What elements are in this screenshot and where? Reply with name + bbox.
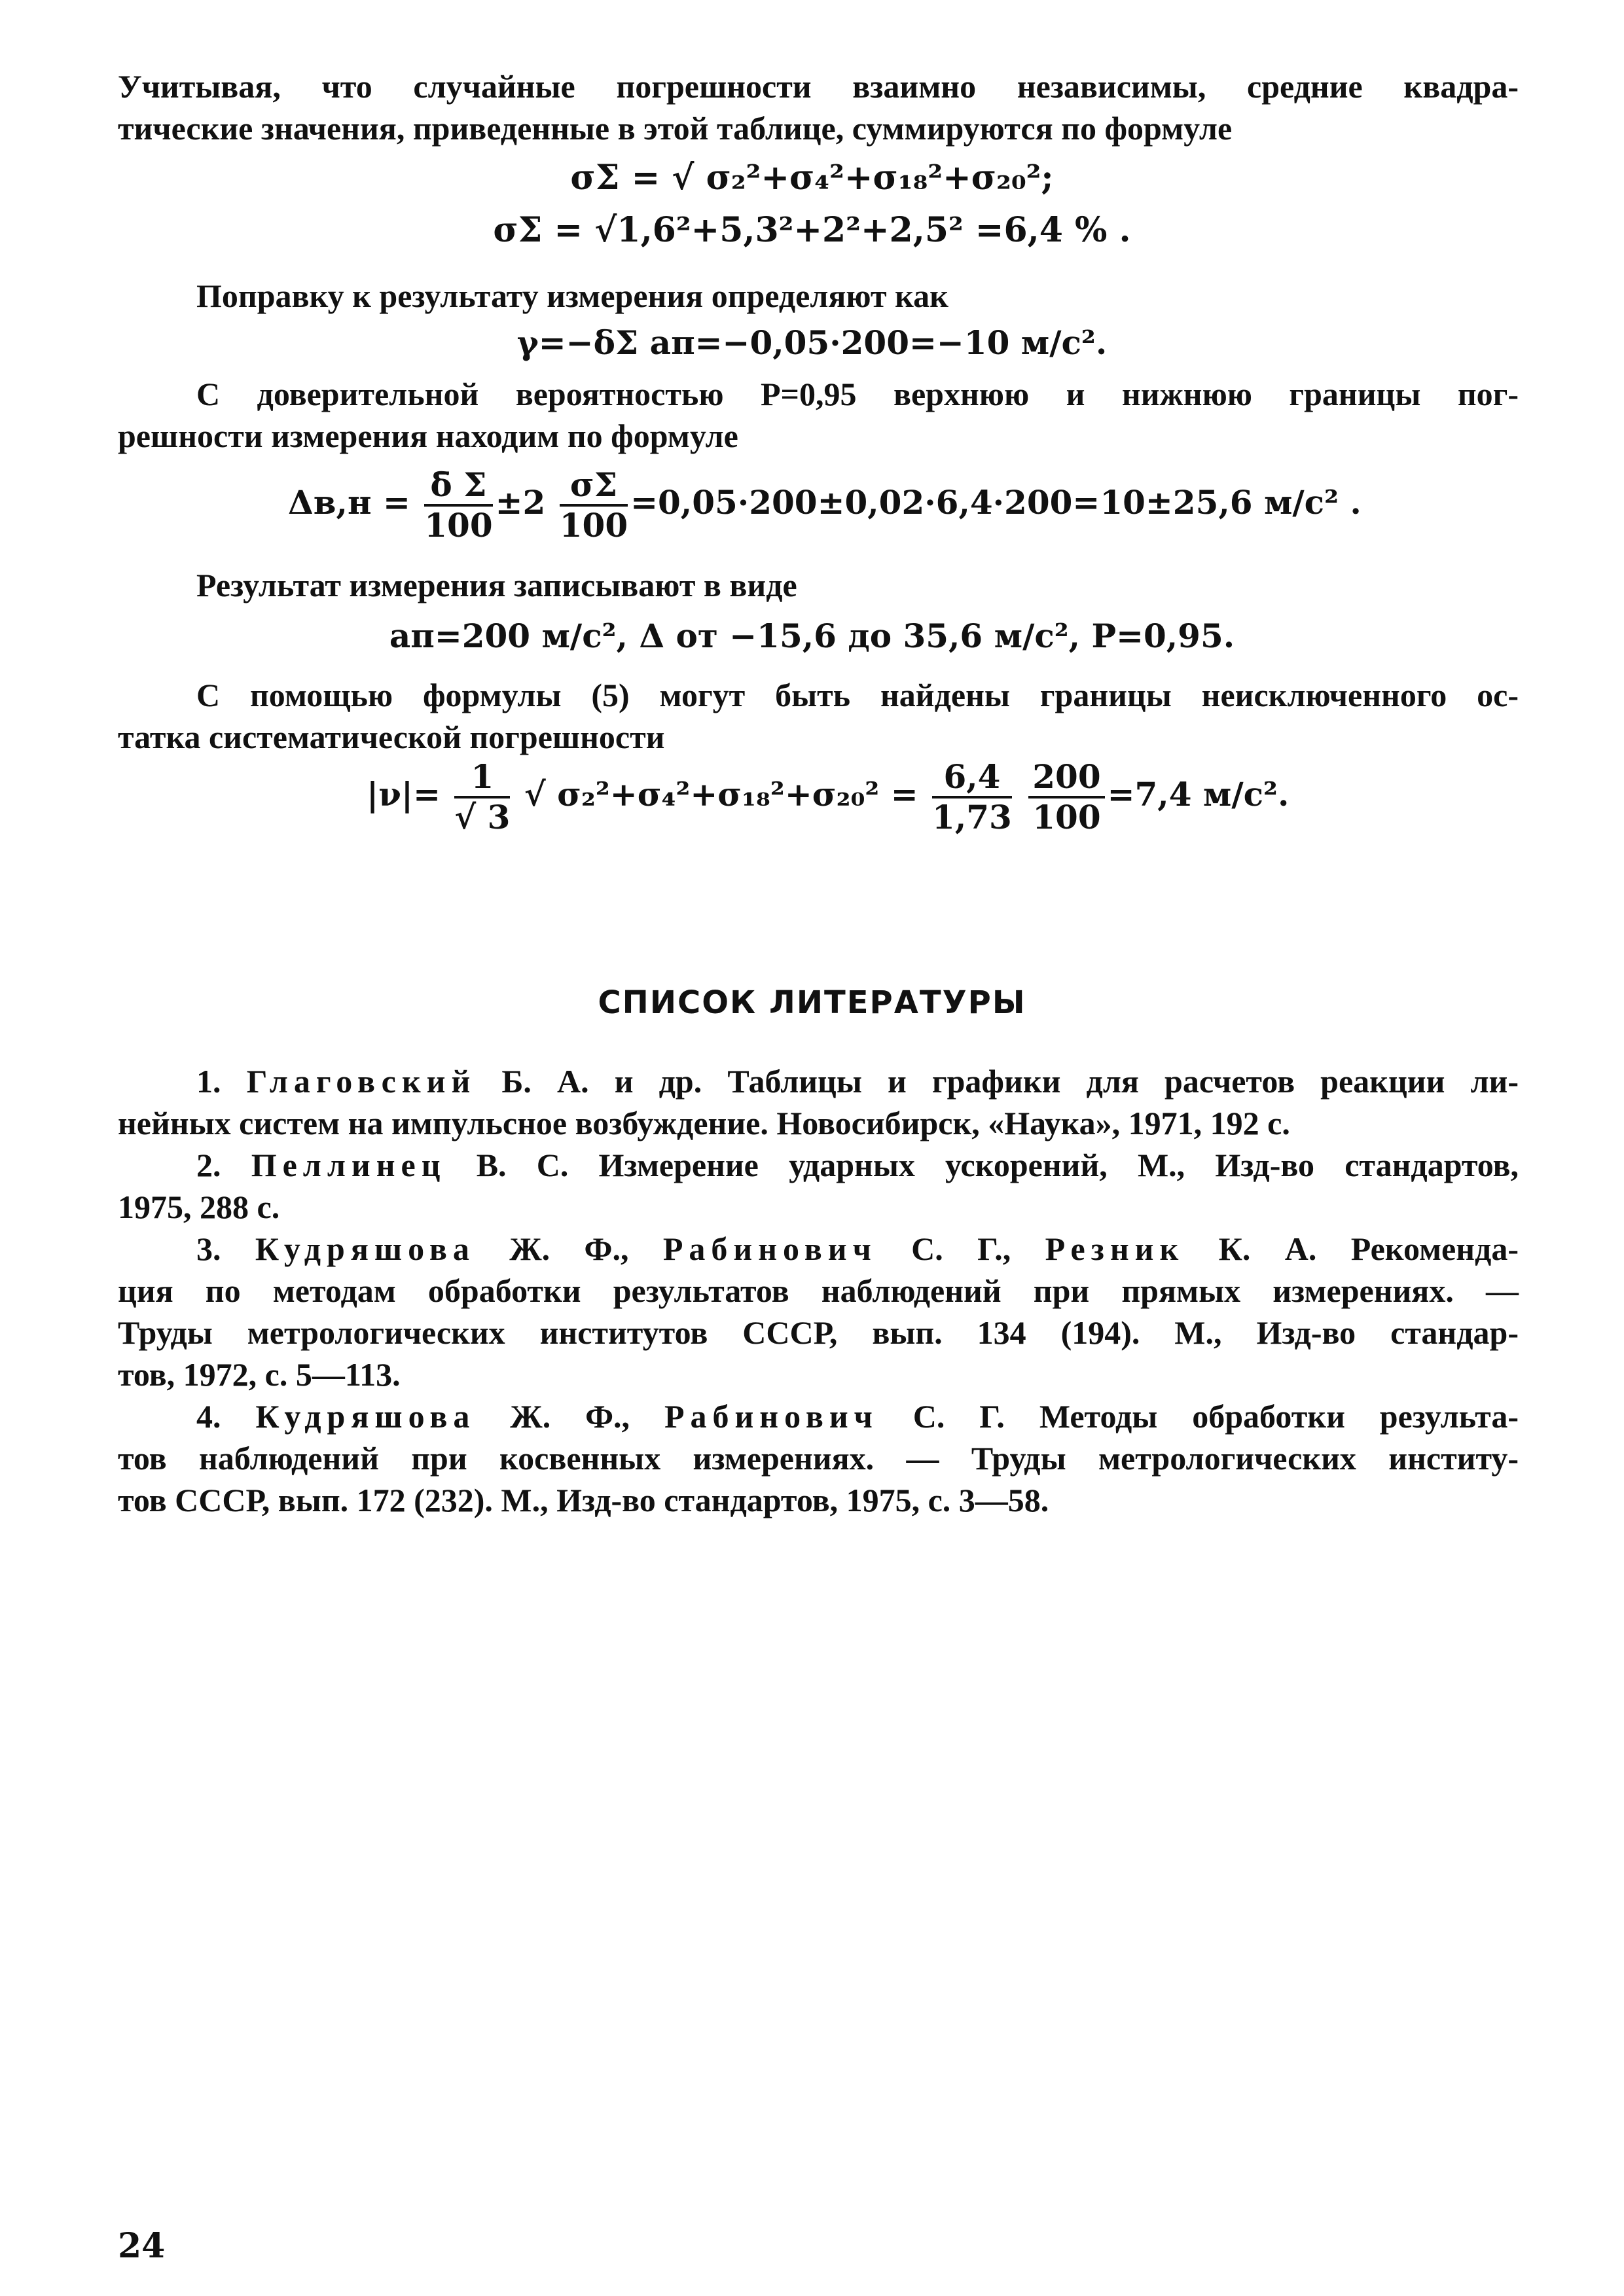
reference-author: Кудряшова — [255, 1398, 476, 1435]
reference-line: Труды метрологических институтов СССР, вып. 134 (194). М., Изд-во стандар- — [118, 1314, 1519, 1351]
paragraph-line: тические значения, приведенные в этой таблице, суммируются по формуле — [118, 110, 1233, 147]
paragraph-line: С помощью формулы (5) могут быть найдены границы неисключенного ос- — [196, 677, 1519, 713]
reference-text: В. С. Измерение ударных ускорений, М., Изд-во стандартов, — [446, 1147, 1519, 1183]
formula-bounds-rhs: =0,05·200±0,02·6,4·200=10±25,6 м/с² . — [630, 483, 1362, 522]
reference-line: тов, 1972, с. 5—113. — [118, 1356, 401, 1393]
fraction-numerator: σΣ — [560, 466, 628, 507]
reference-line: тов СССР, вып. 172 (232). М., Изд-во стандартов, 1975, с. 3—58. — [118, 1482, 1049, 1518]
fraction — [1028, 758, 1104, 836]
reference-text: Ж. Ф., — [475, 1398, 664, 1435]
reference-line: 1975, 288 с. — [118, 1189, 280, 1225]
paragraph-line: татка систематической погрешности — [118, 719, 665, 755]
paragraph-line: решности измерения находим по формуле — [118, 418, 738, 454]
reference-line: нейных систем на импульсное возбуждение. Новосибирск, «Наука», 1971, 192 с. — [118, 1105, 1290, 1141]
reference-text: С. Г. Методы обработки результа- — [878, 1398, 1519, 1435]
formula-residual-lhs: |ν|= — [367, 775, 441, 814]
fraction — [454, 758, 510, 836]
paragraph-line: С доверительной вероятностью P=0,95 верхнюю и нижнюю границы пог- — [196, 376, 1519, 412]
reference-item — [196, 1144, 1519, 1186]
reference-text: С. Г., — [876, 1230, 1045, 1267]
reference-line: тов наблюдений при косвенных измерениях. — Труды метрологических институ- — [118, 1440, 1519, 1477]
reference-line: ция по методам обработки результатов наблюдений при прямых измерениях. — — [118, 1272, 1519, 1309]
fraction-denominator: √ 3 — [454, 798, 511, 836]
reference-number: 3. — [196, 1230, 221, 1267]
reference-item — [196, 1228, 1519, 1270]
paragraph-line: Учитывая, что случайные погрешности взаимно независимы, средние квадра- — [118, 68, 1519, 105]
formula-result: aп=200 м/с², Δ от −15,6 до 35,6 м/с², P=0,95. — [389, 617, 1235, 655]
reference-text: Б. А. и др. Таблицы и графики для расчетов реакции ли- — [476, 1063, 1519, 1100]
paragraph-line: Результат измерения записывают в виде — [196, 567, 797, 603]
reference-author: Рабинович — [662, 1230, 877, 1267]
fraction-denominator: 100 — [424, 506, 493, 545]
formula-bounds-lhs: Δв,н = — [288, 483, 410, 522]
formula-residual-eq: = — [890, 775, 918, 814]
reference-text: К. А. Рекоменда- — [1184, 1230, 1519, 1267]
fraction-numerator: 1 — [454, 758, 510, 798]
fraction-numerator: 6,4 — [932, 758, 1012, 798]
reference-number: 2. — [196, 1147, 221, 1183]
fraction-denominator: 100 — [1032, 798, 1101, 836]
reference-author: Рабинович — [664, 1398, 878, 1435]
formula-residual-root: √ σ₂²+σ₄²+σ₁₈²+σ₂₀² — [524, 775, 880, 814]
formula-sigma-value: σΣ = √1,6²+5,3²+2²+2,5² =6,4 % . — [493, 210, 1131, 250]
reference-text: Ж. Ф., — [475, 1230, 663, 1267]
fraction — [424, 466, 492, 545]
formula-residual-rhs: =7,4 м/с². — [1107, 775, 1290, 814]
fraction — [932, 758, 1012, 836]
reference-item — [196, 1060, 1519, 1102]
formula-correction: γ=−δΣ aп=−0,05·200=−10 м/с². — [516, 323, 1108, 362]
fraction-numerator: δ̄ Σ — [424, 466, 492, 507]
fraction-denominator: 1,73 — [932, 798, 1012, 836]
reference-author: Пеллинец — [251, 1147, 446, 1183]
fraction — [560, 466, 628, 545]
section-heading: СПИСОК ЛИТЕРАТУРЫ — [598, 984, 1026, 1021]
formula-nonexcluded-residual — [367, 758, 1289, 836]
paragraph-line: Поправку к результату измерения определяют как — [196, 278, 948, 314]
fraction-denominator: 100 — [559, 506, 628, 545]
reference-item — [196, 1395, 1519, 1437]
formula-bounds — [288, 466, 1362, 545]
reference-author: Глаговский — [246, 1063, 477, 1100]
reference-number: 4. — [196, 1398, 221, 1435]
fraction-numerator: 200 — [1028, 758, 1104, 798]
formula-sigma-sum: σΣ = √ σ₂²+σ₄²+σ₁₈²+σ₂₀²; — [570, 158, 1054, 198]
page-number: 24 — [118, 2226, 166, 2266]
reference-author: Кудряшова — [255, 1230, 475, 1267]
formula-bounds-pm: ±2 — [495, 483, 546, 522]
reference-number: 1. — [196, 1063, 221, 1100]
reference-author: Резник — [1045, 1230, 1185, 1267]
